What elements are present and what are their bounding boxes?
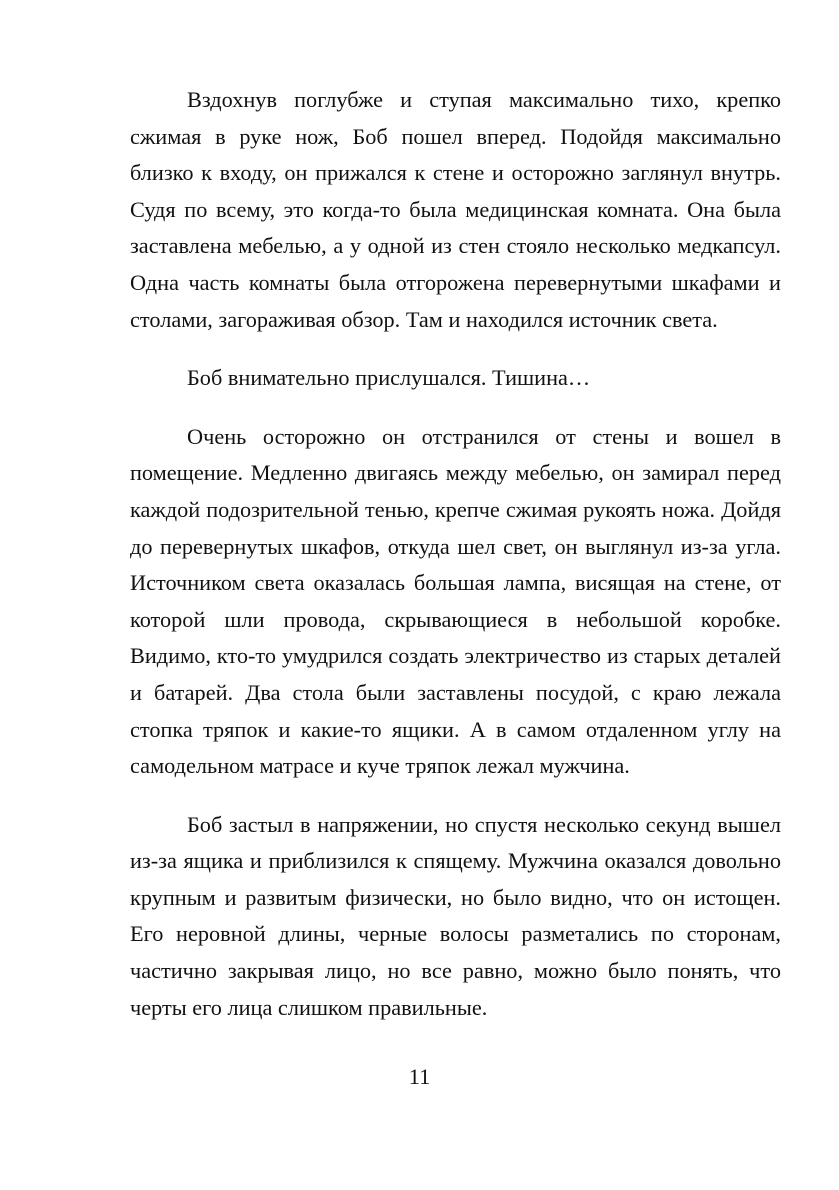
paragraph: Очень осторожно он отстранился от стены и вошел в помещение. Медленно двигаясь между мебелью, он замирал перед каждой подозрительной тенью, крепче сжимая рукоять ножа. Дойдя до перевернутых шкафов, откуда шел свет, он выглянул из-за угла. Источником света оказалась большая лампа, висящая на стене, от которой шли провода, скрывающиеся в небольшой коробке. Видимо, кто-то умудрился создать электричество из старых деталей и батарей. Два стола были заставлены посудой, с краю лежала стопка тряпок и какие-то ящики. А в самом отдаленном углу на самодельном матрасе и куче тряпок лежал мужчина. xyxy=(130,423,781,779)
page-text-block xyxy=(130,82,781,1026)
page-number: 11 xyxy=(408,1064,431,1089)
paragraph: Боб застыл в напряжении, но спустя несколько секунд вышел из-за ящика и приблизился к спящему. Мужчина оказался довольно крупным и развитым физически, но было видно, что он истощен. Его неровной длины, черные волосы разметались по сторонам, частично закрывая лицо, но все равно, можно было понять, что черты его лица слишком правильные. xyxy=(130,811,781,1020)
paragraph: Вздохнув поглубже и ступая максимально тихо, крепко сжимая в руке нож, Боб пошел вперед. Подойдя максимально близко к входу, он прижался к стене и осторожно заглянул внутрь. Судя по всему, это когда-то была медицинская комната. Она была заставлена мебелью, а у одной из стен стояло несколько медкапсул. Одна часть комнаты была отгорожена перевернутыми шкафами и столами, загораживая обзор. Там и находился источник света. xyxy=(130,87,781,332)
paragraph: Боб внимательно прислушался. Тишина… xyxy=(187,365,591,391)
